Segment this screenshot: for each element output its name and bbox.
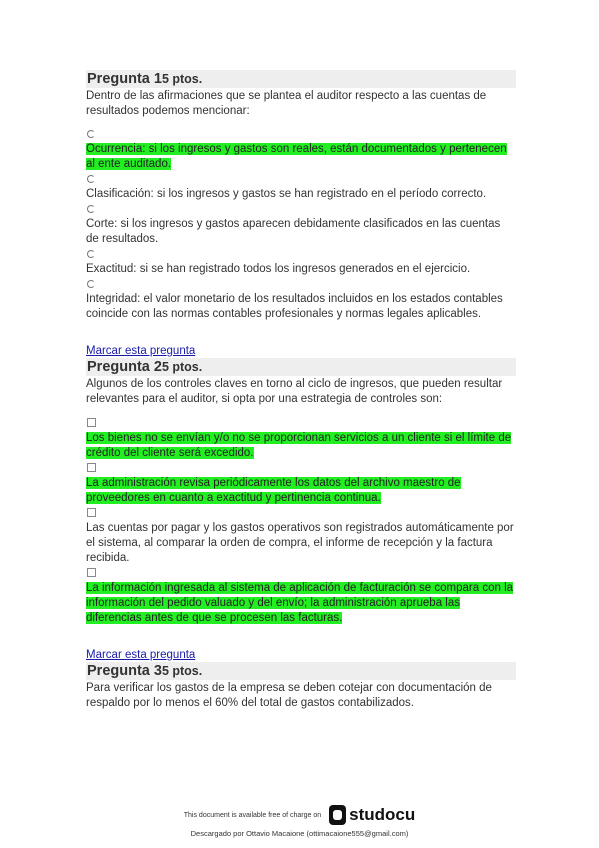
radio-icon[interactable] bbox=[87, 280, 95, 288]
question-2-options bbox=[86, 418, 516, 626]
question-1-header bbox=[86, 70, 516, 88]
question-3-points: 5 ptos. bbox=[161, 664, 203, 678]
question-1-option-1: Ocurrencia: si los ingresos y gastos son reales, están documentados y pertenecen al ente auditado. bbox=[86, 143, 507, 170]
studocu-logo[interactable] bbox=[329, 805, 415, 825]
radio-icon[interactable] bbox=[87, 175, 95, 183]
question-2-option-3: Las cuentas por pagar y los gastos operativos son registrados automáticamente por el sistema, al comparar la orden de compra, el informe de recepción y la factura recibida. bbox=[86, 522, 514, 564]
question-1-option-4: Exactitud: si se han registrado todos los ingresos generados en el ejercicio. bbox=[86, 263, 471, 275]
question-2-title: Pregunta 2 bbox=[87, 359, 162, 375]
question-2-points: 5 ptos. bbox=[161, 360, 203, 374]
question-3-header bbox=[86, 662, 516, 680]
checkbox-icon[interactable] bbox=[87, 418, 96, 427]
studocu-footer bbox=[0, 805, 599, 838]
footer-downloaded-text: Descargado por Ottavio Macaione (ottimacaione555@gmail.com) bbox=[190, 829, 409, 838]
question-1-points: 5 ptos. bbox=[161, 72, 203, 86]
studocu-logo-icon bbox=[329, 805, 346, 825]
question-3-text: Para verificar los gastos de la empresa se deben cotejar con documentación de respaldo por lo menos el 60% del total de gastos contabilizados. bbox=[86, 682, 492, 709]
question-1-option-3: Corte: si los ingresos y gastos aparecen debidamente clasificados en las cuentas de resultados. bbox=[86, 218, 501, 245]
mark-question-link[interactable]: Marcar esta pregunta bbox=[86, 345, 196, 357]
question-1-options bbox=[86, 129, 516, 322]
checkbox-icon[interactable] bbox=[87, 508, 96, 517]
question-1-text: Dentro de las afirmaciones que se plantea el auditor respecto a las cuentas de resultados podemos mencionar: bbox=[86, 90, 487, 117]
question-1-title: Pregunta 1 bbox=[87, 71, 162, 87]
question-3-title: Pregunta 3 bbox=[87, 663, 162, 679]
radio-icon[interactable] bbox=[87, 130, 95, 138]
footer-available-text: This document is available free of charge on bbox=[183, 811, 322, 819]
question-1-option-5: Integridad: el valor monetario de los resultados incluidos en los estados contables coincide con las normas contables profesionales y normas legales aplicables. bbox=[86, 293, 503, 320]
checkbox-icon[interactable] bbox=[87, 568, 96, 577]
checkbox-icon[interactable] bbox=[87, 463, 96, 472]
question-2-header bbox=[86, 358, 516, 376]
studocu-logo-text: studocu bbox=[349, 805, 416, 824]
radio-icon[interactable] bbox=[87, 205, 95, 213]
document-body bbox=[86, 70, 516, 711]
mark-question-link[interactable]: Marcar esta pregunta bbox=[86, 649, 196, 661]
question-2-option-4: La información ingresada al sistema de aplicación de facturación se compara con la información del pedido valuado y del envío; la administración aprueba las diferencias antes de que se procesen las facturas. bbox=[86, 582, 514, 624]
question-2-option-1: Los bienes no se envían y/o no se proporcionan servicios a un cliente si el límite de crédito del cliente será excedido. bbox=[86, 432, 512, 459]
question-2-option-2: La administración revisa periódicamente los datos del archivo maestro de proveedores en cuanto a exactitud y pertinencia continua. bbox=[86, 477, 461, 504]
question-1-option-2: Clasificación: si los ingresos y gastos se han registrado en el período correcto. bbox=[86, 188, 487, 200]
radio-icon[interactable] bbox=[87, 250, 95, 258]
question-2-text: Algunos de los controles claves en torno al ciclo de ingresos, que pueden resultar relevantes para el auditor, si opta por una estrategia de controles son: bbox=[86, 378, 503, 405]
